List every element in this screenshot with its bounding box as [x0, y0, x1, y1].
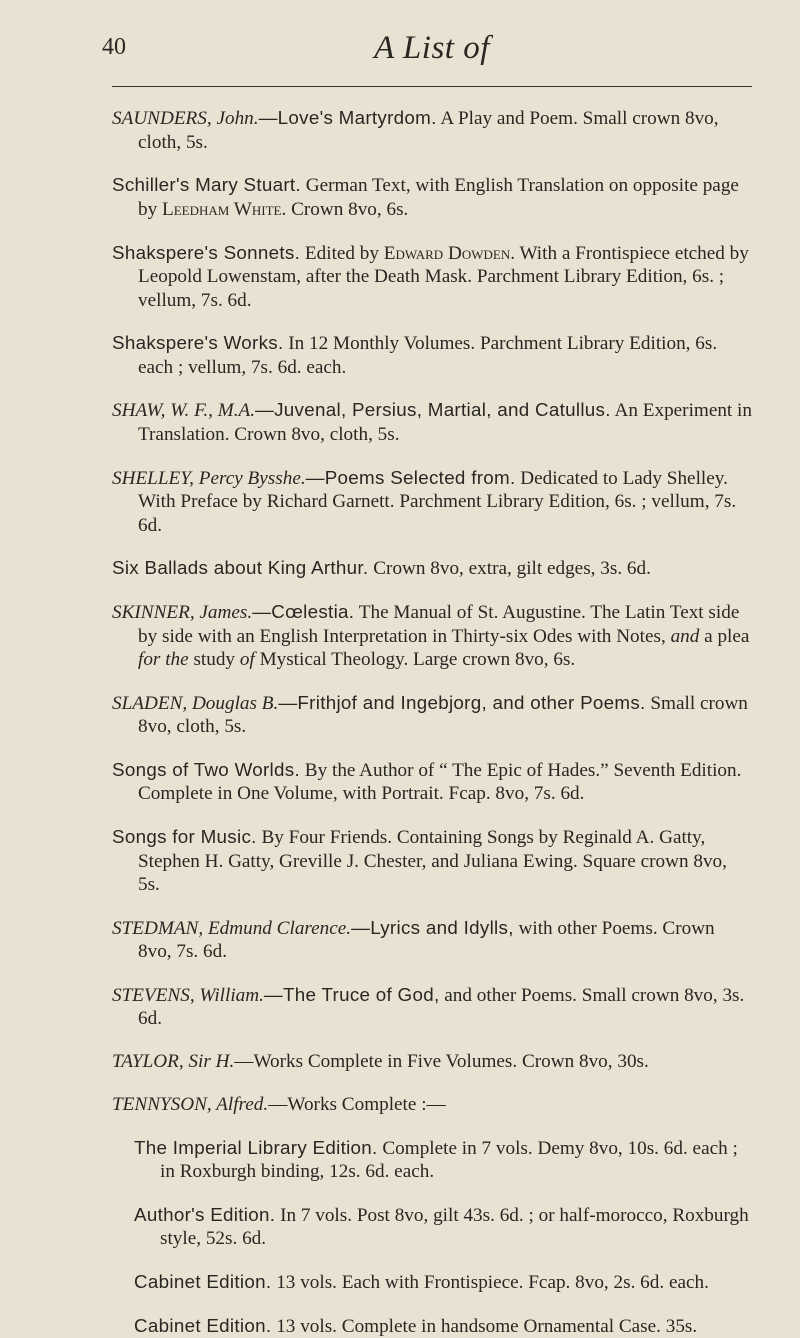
entry-title: —Lyrics and Idylls, [351, 916, 514, 938]
entry-author: STEVENS, William. [112, 984, 264, 1006]
entry-title: —Poems Selected from. [305, 466, 516, 488]
entry-author: STEDMAN, Edmund Clarence. [112, 917, 352, 939]
entry-description: a plea [699, 625, 750, 647]
entry-description: Small crown 8vo, cloth, 5s. [138, 692, 748, 738]
entry-description: with other Poems. Crown 8vo, 7s. 6d. [138, 917, 715, 963]
entry-title: Schiller's Mary Stuart. [112, 174, 301, 196]
entry-description: Edited by [300, 242, 384, 264]
entry-title: Shakspere's Sonnets. [112, 241, 301, 263]
entry-shaw [112, 398, 752, 446]
entry-italic: and [670, 625, 700, 647]
entry-title: Cabinet Edition. [134, 1314, 272, 1336]
entry-description: By Four Friends. Containing Songs by Reginald A. Gatty, Stephen H. Gatty, Greville J. Chester, and Juliana Ewing. Square crown 8vo, 5s. [138, 827, 727, 896]
entry-stevens [112, 983, 752, 1031]
entry-tennyson-authors [112, 1203, 752, 1251]
entry-title: Songs for Music. [112, 826, 257, 848]
entry-author: TAYLOR, Sir H. [112, 1051, 235, 1073]
entry-description: 13 vols. Complete in handsome Ornamental Case. 35s. [271, 1315, 698, 1337]
entry-description: In 12 Monthly Volumes. Parchment Library Edition, 6s. each ; vellum, 7s. 6d. each. [138, 333, 718, 378]
entry-tennyson-imperial [112, 1136, 752, 1184]
entry-sladen [112, 691, 752, 739]
entry-description: Dedicated to Lady Shelley. With Preface by Richard Garnett. Parchment Library Edition, 6s. ; vellum, 7s. 6d. [138, 467, 737, 536]
entry-stedman [112, 916, 752, 964]
entry-six-ballads [112, 556, 752, 581]
entry-description: study [188, 649, 240, 670]
entry-translator: Leedham White [161, 198, 282, 220]
entry-title: —The Truce of God, [263, 983, 440, 1005]
entry-skinner [112, 600, 752, 672]
entry-editor: Edward Dowden [383, 242, 511, 264]
entry-title: —Juvenal, Persius, Martial, and Catullus. [255, 399, 611, 421]
entry-description: The Manual of St. Augustine. The Latin Text side by side with an English Interpretation in Thirty-six Odes with Notes, [138, 602, 740, 647]
entry-title: —Frithjof and Ingebjorg, and other Poems. [278, 691, 646, 713]
entry-author: SLADEN, Douglas B. [112, 692, 279, 714]
entry-saunders [112, 106, 752, 154]
entry-title: Six Ballads about King Arthur. [112, 557, 369, 579]
entry-description-end: Mystical Theology. Large crown 8vo, 6s. [254, 649, 576, 670]
entry-italic: of [239, 649, 255, 670]
running-head [102, 30, 752, 87]
entry-shelley [112, 466, 752, 538]
entry-title: Shakspere's Works. [112, 332, 284, 354]
entry-author: SHELLEY, Percy Bysshe. [112, 467, 306, 489]
entry-title: —Cœlestia. [252, 601, 355, 622]
entry-taylor [112, 1050, 752, 1074]
catalogue-entries [112, 106, 752, 1338]
entry-description: Crown 8vo, extra, gilt edges, 3s. 6d. [368, 558, 651, 580]
entry-description: In 7 vols. Post 8vo, gilt 43s. 6d. ; or half-morocco, Roxburgh style, 52s. 6d. [160, 1204, 749, 1250]
running-title: A List of [374, 30, 490, 66]
entry-songs-for-music [112, 825, 752, 897]
entry-description: —Works Complete in Five Volumes. Crown 8vo, 30s. [234, 1051, 649, 1073]
entry-description: and other Poems. Small crown 8vo, 3s. 6d. [138, 984, 745, 1030]
entry-title: Author's Edition. [134, 1203, 276, 1225]
entry-author: SHAW, W. F., M.A. [112, 400, 256, 422]
entry-title: Cabinet Edition. [134, 1270, 272, 1292]
entry-description: German Text, with English Translation on opposite page by [138, 175, 739, 220]
entry-description: By the Author of “ The Epic of Hades.” Seventh Edition. Complete in One Volume, with Portrait. Fcap. 8vo, 7s. 6d. [138, 759, 742, 805]
entry-author: SAUNDERS, John. [112, 108, 259, 130]
entry-tennyson [112, 1093, 752, 1117]
entry-description: Complete in 7 vols. Demy 8vo, 10s. 6d. each ; in Roxburgh binding, 12s. 6d. each. [160, 1137, 738, 1182]
entry-title: Songs of Two Worlds. [112, 758, 300, 780]
entry-description: A Play and Poem. Small crown 8vo, cloth, 5s. [138, 108, 719, 153]
entry-tennyson-cabinet-case [112, 1314, 752, 1338]
entry-title: The Imperial Library Edition. [134, 1136, 378, 1158]
entry-shakspere-sonnets [112, 241, 752, 313]
page-number: 40 [102, 34, 126, 60]
entry-author: TENNYSON, Alfred. [112, 1093, 269, 1115]
entry-description-end: . With a Frontispiece etched by Leopold Lowenstam, after the Death Mask. Parchment Library Edition, 6s. ; vellum, 7s. 6d. [138, 242, 749, 311]
entry-title: —Love's Martyrdom. [258, 107, 437, 129]
entry-tennyson-cabinet [112, 1270, 752, 1295]
entry-description-end: . Crown 8vo, 6s. [281, 198, 409, 220]
entry-description: 13 vols. Each with Frontispiece. Fcap. 8vo, 2s. 6d. each. [271, 1271, 709, 1293]
entry-schiller [112, 173, 752, 221]
entry-description: —Works Complete :— [268, 1093, 446, 1115]
entry-songs-two-worlds [112, 758, 752, 806]
entry-italic: for the [138, 649, 189, 670]
entry-description: An Experiment in Translation. Crown 8vo, cloth, 5s. [138, 400, 752, 445]
entry-shakspere-works [112, 331, 752, 379]
entry-author: SKINNER, James. [112, 602, 253, 623]
